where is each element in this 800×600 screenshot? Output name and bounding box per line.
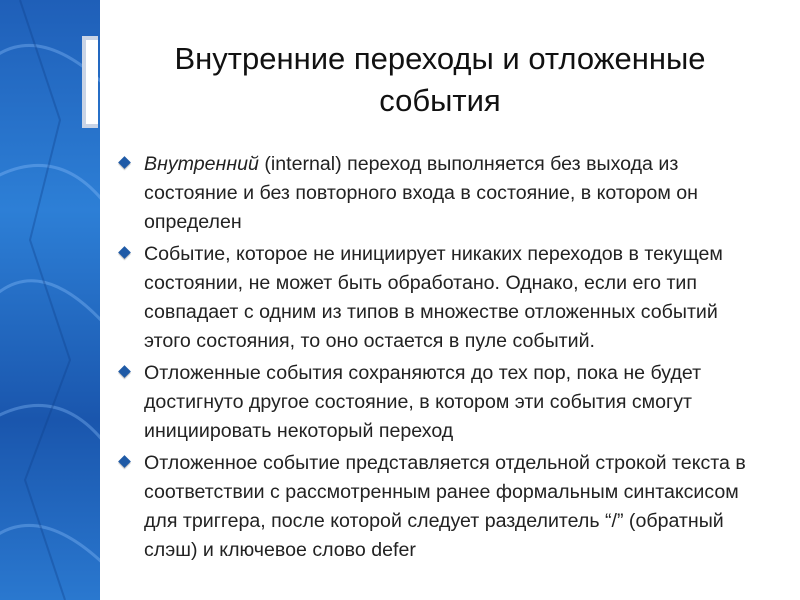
diamond-bullet-icon — [118, 246, 131, 259]
bullet-text: (internal) переход выполняется без выхода из состояние и без повторного входа в состояние, в котором он определен — [144, 153, 698, 233]
bullet-item — [118, 449, 768, 565]
diamond-bullet-icon — [118, 156, 131, 169]
bullet-text: Отложенные события сохраняются до тех пор, пока не будет достигнуто другое состояние, в котором эти события смогут инициировать некоторый переход — [144, 362, 702, 442]
diamond-bullet-icon — [118, 455, 131, 468]
bullet-item — [118, 240, 768, 356]
slide-title — [110, 38, 770, 122]
bullet-text: Событие, которое не инициирует никаких переходов в текущем состоянии, не может быть обработано. Однако, если его тип совпадает с одним из типов в множестве отложенных событий этого состояния, то оно остается в пуле событий. — [144, 243, 723, 352]
bullet-list — [118, 150, 768, 568]
bullet-text: Отложенное событие представляется отдельной строкой текста в соответствии с рассмотренным ранее формальным синтаксисом для триггера, после которой следует разделитель “/” (обратный слэш) и ключевое слово defer — [144, 452, 746, 561]
slide-title-line-2: события — [379, 83, 501, 118]
slide-title-line-1: Внутренние переходы и отложенные — [174, 41, 706, 76]
bullet-term: Внутренний — [144, 153, 259, 175]
bullet-item — [118, 150, 768, 237]
title-bracket — [82, 36, 98, 128]
diamond-bullet-icon — [118, 365, 131, 378]
bullet-item — [118, 359, 768, 446]
